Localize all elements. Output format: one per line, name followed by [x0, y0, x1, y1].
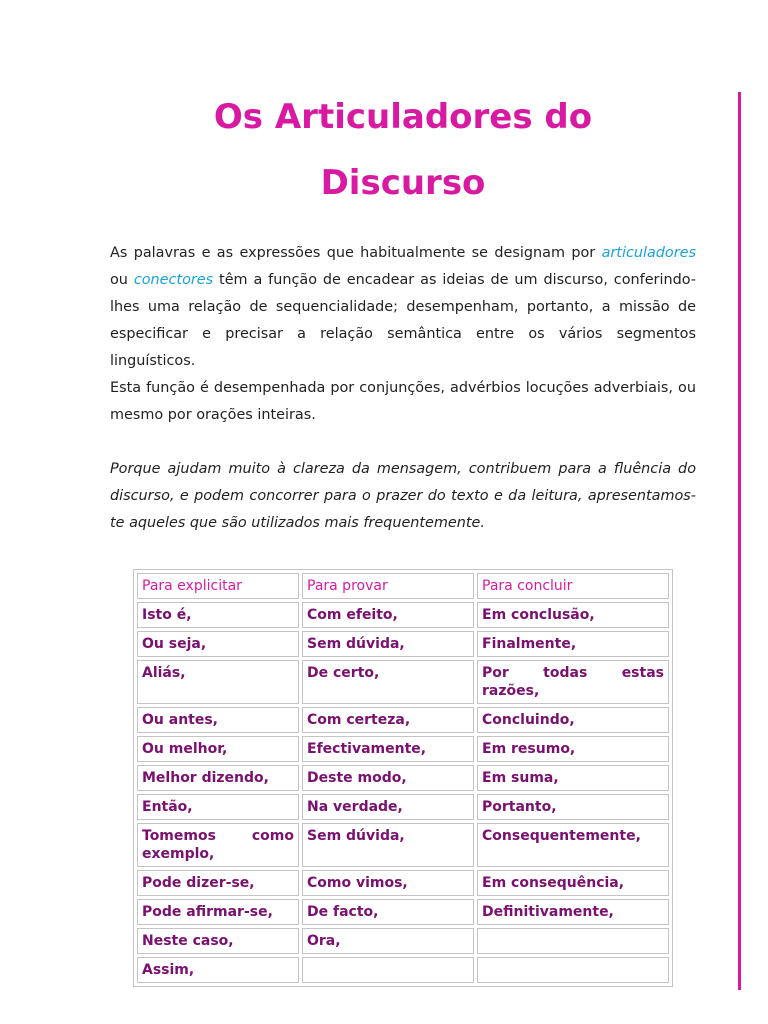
table-row [137, 765, 669, 791]
table-row [137, 631, 669, 657]
term-articuladores: articuladores [601, 245, 696, 261]
table-cell: Então, [137, 794, 299, 820]
table-cell: Assim, [137, 957, 299, 983]
table-cell: Portanto, [477, 794, 669, 820]
intro-text-end: têm a função de encadear as ideias de um discurso, conferindo-lhes uma relação de sequencialidade; desempenham, portanto, a missão de especificar e precisar a relação semântica entre os vários segmentos linguísticos. [110, 272, 696, 369]
table-row [137, 660, 669, 704]
table-cell: Com efeito, [302, 602, 474, 628]
table-row [137, 707, 669, 733]
table-row [137, 957, 669, 983]
table-row [137, 736, 669, 762]
table-cell: Ora, [302, 928, 474, 954]
table-cell: Ou antes, [137, 707, 299, 733]
connectors-table [133, 569, 673, 987]
table-cell: Pode afirmar-se, [137, 899, 299, 925]
table-cell: Concluindo, [477, 707, 669, 733]
table-row [137, 928, 669, 954]
table-cell: Aliás, [137, 660, 299, 704]
purpose-paragraph: Porque ajudam muito à clareza da mensagem, contribuem para a fluência do discurso, e podem concorrer para o prazer do texto e da leitura, apresentamos-te aqueles que são utilizados mais frequentemente. [110, 461, 696, 531]
table-cell [477, 957, 669, 983]
table-cell: Sem dúvida, [302, 823, 474, 867]
header-concluir: Para concluir [477, 573, 669, 599]
table-cell [477, 928, 669, 954]
table-header-row [137, 573, 669, 599]
header-provar: Para provar [302, 573, 474, 599]
table-cell: Ou seja, [137, 631, 299, 657]
table-cell: Consequentemente, [477, 823, 669, 867]
table-cell: Definitivamente, [477, 899, 669, 925]
page-title-line-1: Os Articuladores do [213, 97, 593, 137]
page-title [110, 84, 696, 216]
table-cell: Pode dizer-se, [137, 870, 299, 896]
table-cell: Em consequência, [477, 870, 669, 896]
intro-paragraph [110, 240, 696, 375]
term-conectores: conectores [133, 272, 214, 288]
table-cell: Com certeza, [302, 707, 474, 733]
page-side-rule [738, 92, 741, 990]
table-cell: Na verdade, [302, 794, 474, 820]
table-cell: Sem dúvida, [302, 631, 474, 657]
table-cell: Como vimos, [302, 870, 474, 896]
table-cell: Em conclusão, [477, 602, 669, 628]
intro-text-start: As palavras e as expressões que habitualmente se designam por [110, 245, 602, 261]
table-cell: Ou melhor, [137, 736, 299, 762]
table-cell: Melhor dizendo, [137, 765, 299, 791]
table-row [137, 794, 669, 820]
table-cell: Em resumo, [477, 736, 669, 762]
table-row [137, 870, 669, 896]
table-cell: Isto é, [137, 602, 299, 628]
table-row [137, 602, 669, 628]
table-cell: Neste caso, [137, 928, 299, 954]
page-title-line-2: Discurso [320, 163, 486, 203]
header-explicitar: Para explicitar [137, 573, 299, 599]
table-cell: Efectivamente, [302, 736, 474, 762]
table-cell: Tomemos como exemplo, [137, 823, 299, 867]
table-row [137, 823, 669, 867]
table-cell: De certo, [302, 660, 474, 704]
intro-text-between: ou [110, 272, 134, 288]
table-cell: Por todas estas razões, [477, 660, 669, 704]
table-cell: De facto, [302, 899, 474, 925]
table-row [137, 899, 669, 925]
table-cell: Em suma, [477, 765, 669, 791]
table-cell: Finalmente, [477, 631, 669, 657]
table-cell: Deste modo, [302, 765, 474, 791]
table-cell [302, 957, 474, 983]
function-paragraph: Esta função é desempenhada por conjunções, advérbios locuções adverbiais, ou mesmo por orações inteiras. [110, 380, 696, 423]
